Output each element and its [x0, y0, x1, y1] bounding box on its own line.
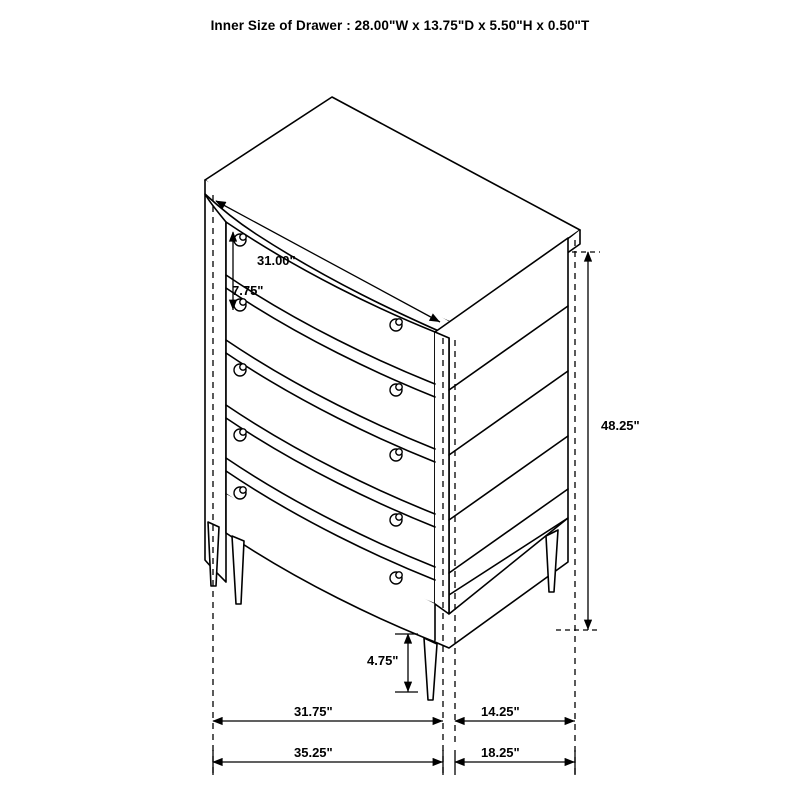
label-leg-height: 4.75" — [367, 653, 399, 668]
label-drawer-height: 7.75" — [232, 283, 264, 298]
page-title: Inner Size of Drawer : 28.00"W x 13.75"D x 5.50"H x 0.50"T — [210, 18, 590, 33]
chest-corner-stile-edge — [435, 332, 449, 614]
label-side-depth: 14.25" — [481, 704, 520, 719]
label-overall-width: 35.25" — [294, 745, 333, 760]
leg-back-left — [208, 522, 219, 586]
chest-illustration — [205, 97, 580, 700]
label-top-width: 31.00" — [257, 253, 296, 268]
label-front-width: 31.75" — [294, 704, 333, 719]
leg-back-right — [546, 530, 558, 592]
label-overall-depth: 18.25" — [481, 745, 520, 760]
leg-front-left — [232, 536, 244, 604]
label-overall-height: 48.25" — [601, 418, 640, 433]
leg-front-right — [424, 638, 437, 700]
